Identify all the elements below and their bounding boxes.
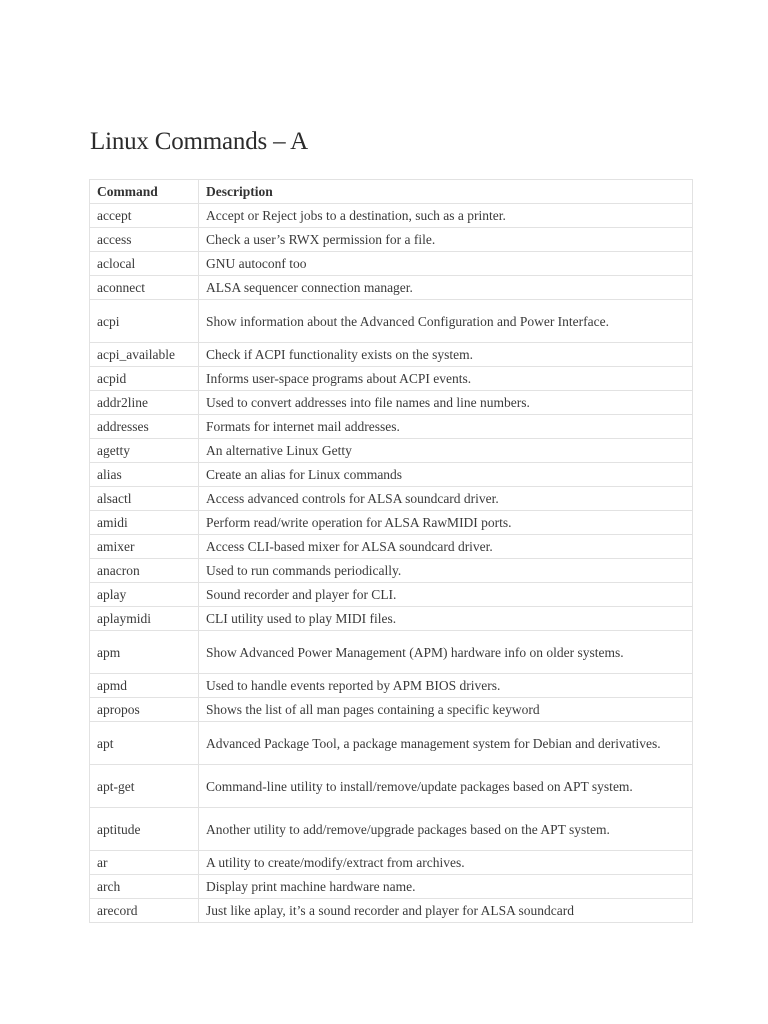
command-cell: apmd bbox=[90, 674, 199, 698]
description-cell: Informs user-space programs about ACPI events. bbox=[199, 367, 693, 391]
command-cell: alsactl bbox=[90, 487, 199, 511]
table-row bbox=[90, 343, 693, 367]
description-cell: Create an alias for Linux commands bbox=[199, 463, 693, 487]
description-cell: Show Advanced Power Management (APM) hardware info on older systems. bbox=[199, 631, 693, 674]
command-cell: amixer bbox=[90, 535, 199, 559]
description-cell: An alternative Linux Getty bbox=[199, 439, 693, 463]
description-cell: Display print machine hardware name. bbox=[199, 875, 693, 899]
table-row bbox=[90, 276, 693, 300]
table-row bbox=[90, 391, 693, 415]
column-header-description: Description bbox=[199, 180, 693, 204]
table-row bbox=[90, 722, 693, 765]
description-cell: Access CLI-based mixer for ALSA soundcard driver. bbox=[199, 535, 693, 559]
command-cell: addr2line bbox=[90, 391, 199, 415]
command-cell: arecord bbox=[90, 899, 199, 923]
description-cell: Used to run commands periodically. bbox=[199, 559, 693, 583]
table-row bbox=[90, 204, 693, 228]
table-row bbox=[90, 631, 693, 674]
table-row bbox=[90, 674, 693, 698]
command-cell: addresses bbox=[90, 415, 199, 439]
table-row bbox=[90, 698, 693, 722]
command-cell: agetty bbox=[90, 439, 199, 463]
description-cell: Shows the list of all man pages containing a specific keyword bbox=[199, 698, 693, 722]
commands-table bbox=[89, 179, 693, 923]
table-header-row bbox=[90, 180, 693, 204]
command-cell: aclocal bbox=[90, 252, 199, 276]
description-cell: Perform read/write operation for ALSA RawMIDI ports. bbox=[199, 511, 693, 535]
command-cell: apt bbox=[90, 722, 199, 765]
command-cell: access bbox=[90, 228, 199, 252]
description-cell: A utility to create/modify/extract from archives. bbox=[199, 851, 693, 875]
table-row bbox=[90, 252, 693, 276]
description-cell: Used to handle events reported by APM BIOS drivers. bbox=[199, 674, 693, 698]
command-cell: aplay bbox=[90, 583, 199, 607]
table-row bbox=[90, 851, 693, 875]
table-row bbox=[90, 899, 693, 923]
table-row bbox=[90, 511, 693, 535]
description-cell: Show information about the Advanced Configuration and Power Interface. bbox=[199, 300, 693, 343]
table-row bbox=[90, 583, 693, 607]
description-cell: CLI utility used to play MIDI files. bbox=[199, 607, 693, 631]
table-row bbox=[90, 559, 693, 583]
table-row bbox=[90, 765, 693, 808]
command-cell: apropos bbox=[90, 698, 199, 722]
table-row bbox=[90, 535, 693, 559]
command-cell: acpi bbox=[90, 300, 199, 343]
command-cell: acpi_available bbox=[90, 343, 199, 367]
description-cell: Check a user’s RWX permission for a file. bbox=[199, 228, 693, 252]
page-title: Linux Commands – A bbox=[90, 128, 308, 155]
command-cell: ar bbox=[90, 851, 199, 875]
table-row bbox=[90, 875, 693, 899]
table-row bbox=[90, 228, 693, 252]
description-cell: Just like aplay, it’s a sound recorder and player for ALSA soundcard bbox=[199, 899, 693, 923]
command-cell: acpid bbox=[90, 367, 199, 391]
description-cell: Formats for internet mail addresses. bbox=[199, 415, 693, 439]
description-cell: Used to convert addresses into file names and line numbers. bbox=[199, 391, 693, 415]
command-cell: aplaymidi bbox=[90, 607, 199, 631]
command-cell: arch bbox=[90, 875, 199, 899]
table-row bbox=[90, 415, 693, 439]
description-cell: Another utility to add/remove/upgrade packages based on the APT system. bbox=[199, 808, 693, 851]
command-cell: aptitude bbox=[90, 808, 199, 851]
description-cell: ALSA sequencer connection manager. bbox=[199, 276, 693, 300]
column-header-command: Command bbox=[90, 180, 199, 204]
description-cell: Access advanced controls for ALSA soundcard driver. bbox=[199, 487, 693, 511]
table-row bbox=[90, 463, 693, 487]
table-row bbox=[90, 300, 693, 343]
table-row bbox=[90, 607, 693, 631]
command-cell: apm bbox=[90, 631, 199, 674]
description-cell: Sound recorder and player for CLI. bbox=[199, 583, 693, 607]
command-cell: apt-get bbox=[90, 765, 199, 808]
command-cell: accept bbox=[90, 204, 199, 228]
description-cell: Check if ACPI functionality exists on the system. bbox=[199, 343, 693, 367]
command-cell: aconnect bbox=[90, 276, 199, 300]
description-cell: Command-line utility to install/remove/update packages based on APT system. bbox=[199, 765, 693, 808]
table-row bbox=[90, 808, 693, 851]
command-cell: amidi bbox=[90, 511, 199, 535]
table-row bbox=[90, 439, 693, 463]
description-cell: Accept or Reject jobs to a destination, such as a printer. bbox=[199, 204, 693, 228]
table-row bbox=[90, 487, 693, 511]
description-cell: GNU autoconf too bbox=[199, 252, 693, 276]
description-cell: Advanced Package Tool, a package management system for Debian and derivatives. bbox=[199, 722, 693, 765]
table-row bbox=[90, 367, 693, 391]
command-cell: anacron bbox=[90, 559, 199, 583]
command-cell: alias bbox=[90, 463, 199, 487]
